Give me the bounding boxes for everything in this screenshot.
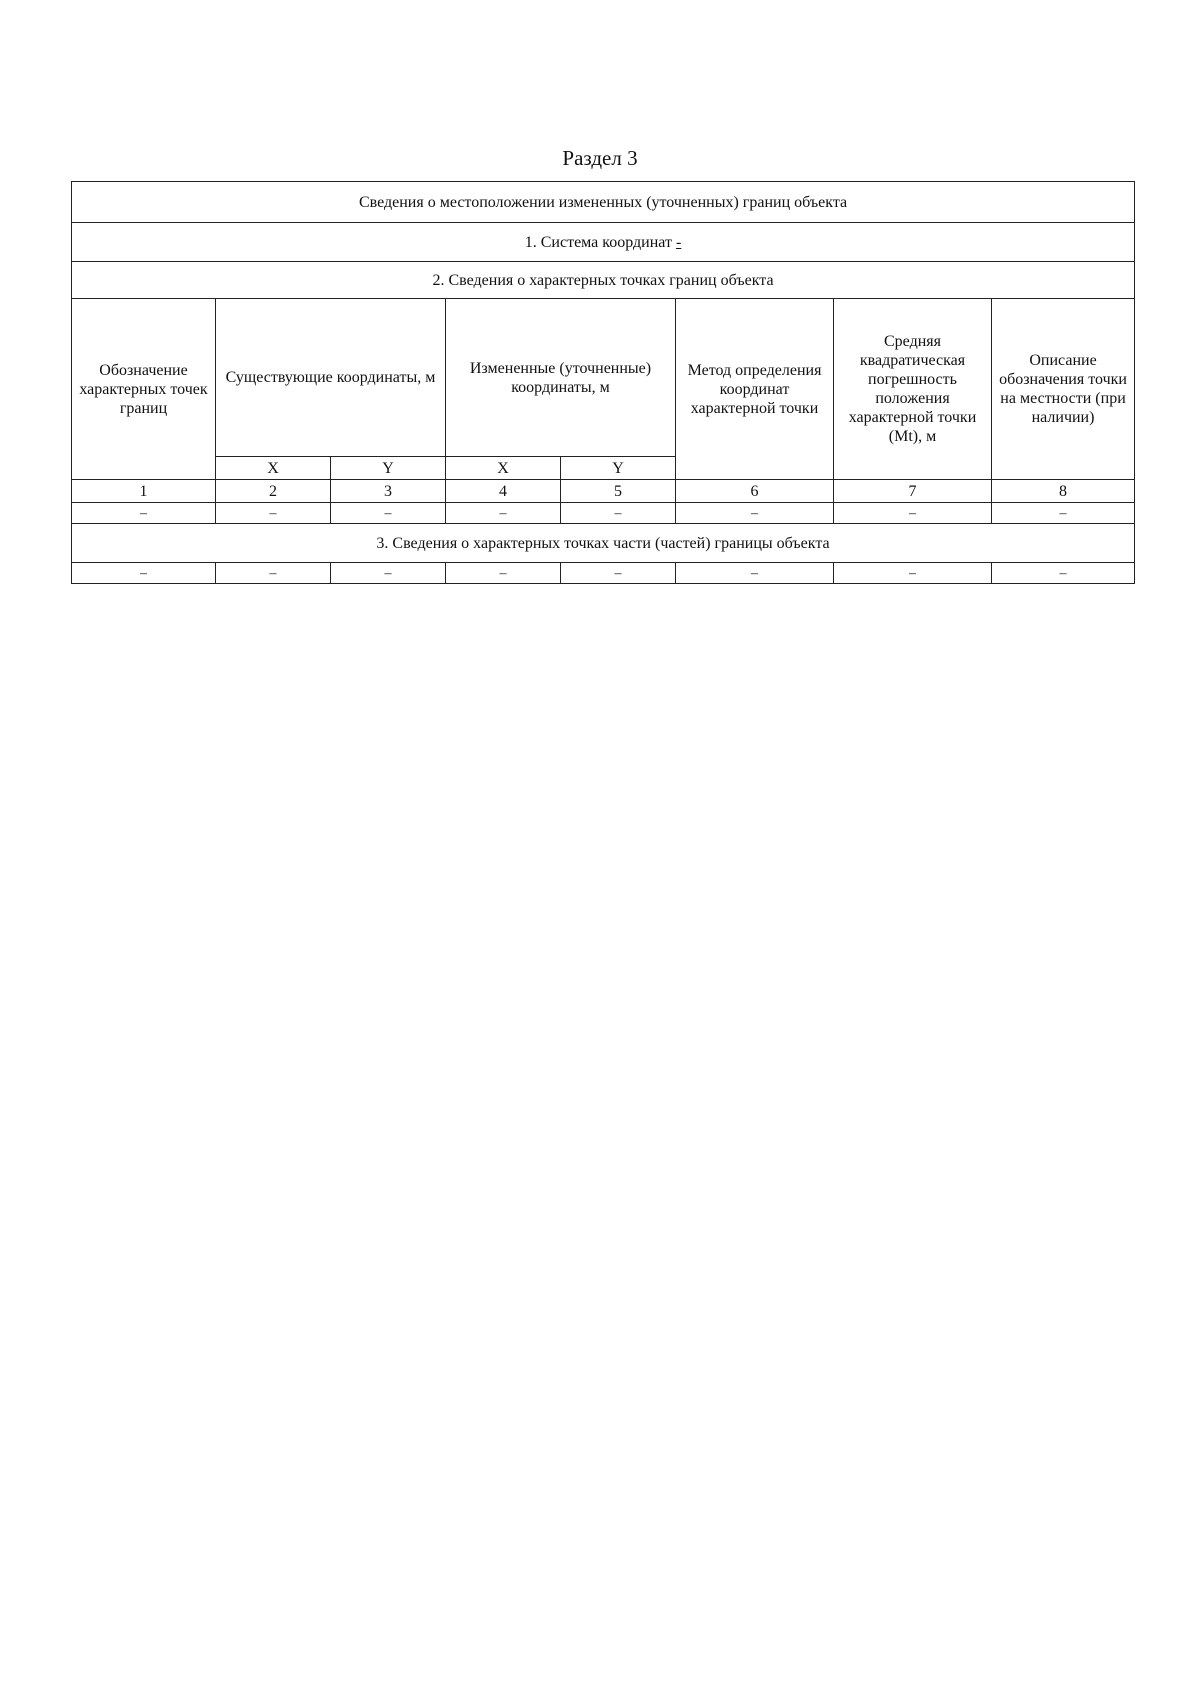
table-cell: –	[331, 563, 446, 584]
col-designation-label: Обозначение характерных точек границ	[79, 361, 208, 417]
table-cell: –	[676, 503, 834, 524]
table-cell: –	[216, 563, 331, 584]
coordinate-system-label: 1. Система координат	[524, 233, 672, 251]
col-description-label: Описание обозначения точки на местности (при наличии)	[999, 352, 1127, 426]
table-cell: –	[992, 563, 1135, 584]
table-cell: –	[561, 503, 676, 524]
table-cell: –	[561, 563, 676, 584]
column-number: 6	[676, 480, 834, 503]
table-cell: –	[834, 563, 992, 584]
table-cell: –	[331, 503, 446, 524]
col-error-label: Средняя квадратическая погрешность положения характерной точки (Mt), м	[848, 333, 977, 445]
table-cell: –	[676, 563, 834, 584]
column-number: 7	[834, 480, 992, 503]
table-row	[72, 563, 1135, 584]
column-number: 2	[216, 480, 331, 503]
table-cell: –	[992, 503, 1135, 524]
points-section-header: 2. Сведения о характерных точках границ объекта	[72, 262, 1135, 299]
table-cell: –	[216, 503, 331, 524]
col-description-header	[992, 299, 1135, 480]
col-existing-header	[216, 299, 446, 457]
coordinate-system-value: -	[675, 233, 682, 251]
col-method-header	[676, 299, 834, 480]
col-changed-header	[446, 299, 676, 457]
col-existing-x: X	[216, 457, 331, 480]
col-existing-y: Y	[331, 457, 446, 480]
col-designation-header	[72, 299, 216, 480]
col-error-header	[834, 299, 992, 480]
column-number: 3	[331, 480, 446, 503]
col-method-label: Метод определения координат характерной точки	[687, 361, 822, 417]
table-cell: –	[72, 563, 216, 584]
section-title: Раздел 3	[562, 146, 638, 170]
column-number: 1	[72, 480, 216, 503]
boundary-table	[71, 181, 1135, 584]
col-changed-x: X	[446, 457, 561, 480]
table-cell: –	[446, 503, 561, 524]
column-number: 4	[446, 480, 561, 503]
column-numbers-row	[72, 480, 1135, 503]
table-title: Сведения о местоположении измененных (уточненных) границ объекта	[72, 182, 1135, 223]
table-cell: –	[72, 503, 216, 524]
parts-section-header: 3. Сведения о характерных точках части (частей) границы объекта	[72, 524, 1135, 563]
table-cell: –	[446, 563, 561, 584]
table-row	[72, 503, 1135, 524]
col-changed-y: Y	[561, 457, 676, 480]
table-cell: –	[834, 503, 992, 524]
col-changed-label: Измененные (уточненные) координаты, м	[469, 359, 652, 396]
coordinate-system-row	[72, 223, 1135, 262]
col-existing-label: Существующие координаты, м	[225, 369, 436, 386]
column-number: 5	[561, 480, 676, 503]
column-number: 8	[992, 480, 1135, 503]
